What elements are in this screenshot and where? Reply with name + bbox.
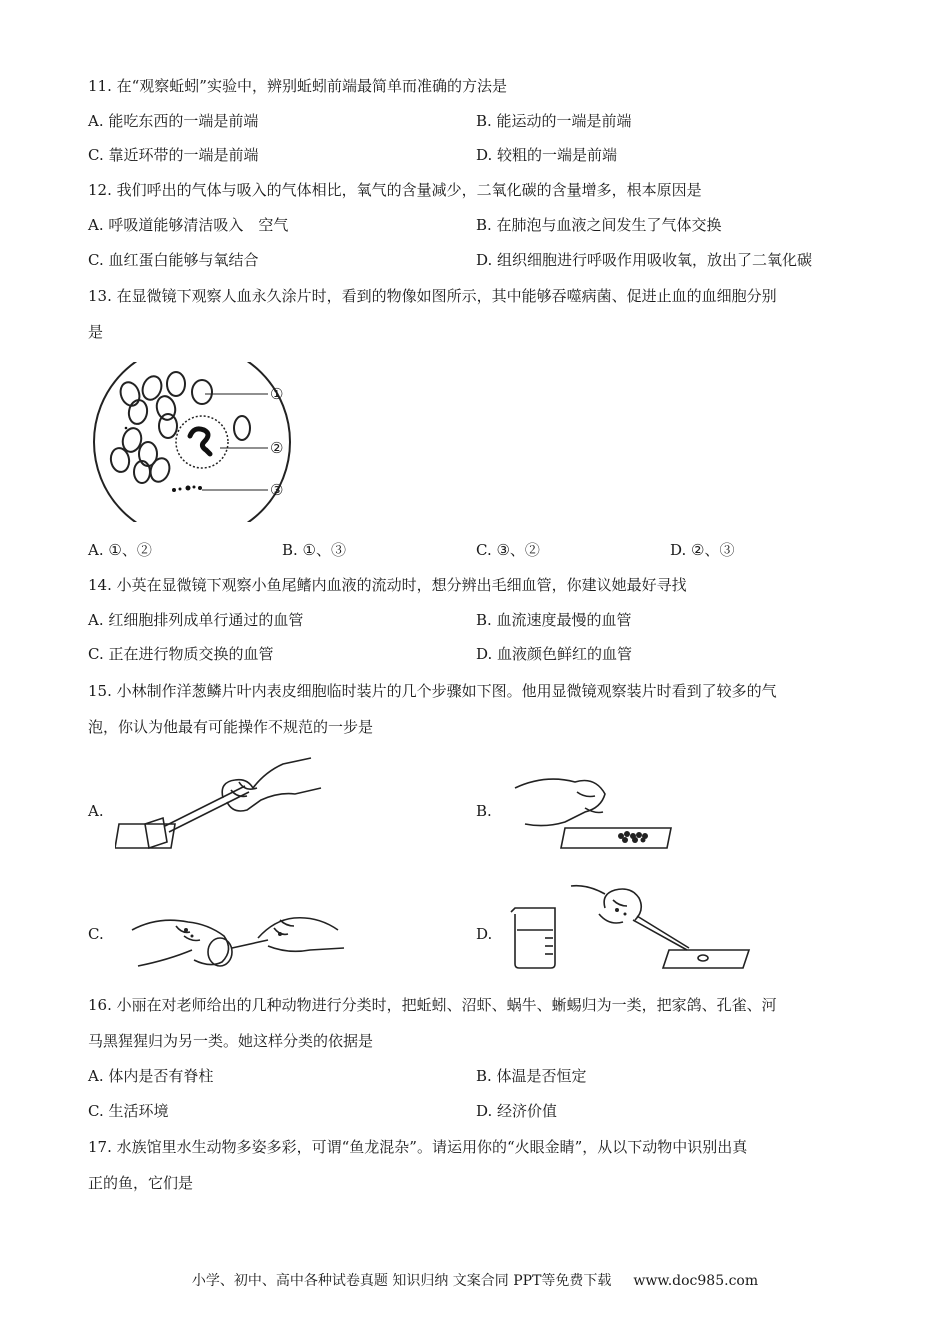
q12-option-b: B. 在肺泡与血液之间发生了气体交换: [476, 216, 722, 234]
q15-option-c-label: C.: [88, 925, 104, 943]
q12-option-a: A. 呼吸道能够清洁吸入 空气: [88, 216, 289, 234]
question-17-stem-line2: 正的鱼，它们是: [88, 1174, 194, 1192]
q13-option-d: D. ②、③: [670, 541, 735, 559]
q11-option-d: D. 较粗的一端是前端: [476, 146, 618, 164]
q13-option-a: A. ①、②: [88, 541, 152, 559]
question-16-stem-line1: 16. 小丽在对老师给出的几种动物进行分类时，把蚯蚓、沼虾、蜗牛、蜥蜴归为一类，把家鸽、孔雀、河: [88, 996, 777, 1014]
red-blood-cells: [109, 372, 250, 484]
question-11-stem: 11. 在“观察蚯蚓”实验中，辨别蚯蚓前端最简单而准确的方法是: [88, 77, 507, 95]
q13-option-c: C. ③、②: [476, 541, 540, 559]
question-16-stem-line2: 马黑猩猩归为另一类。她这样分类的依据是: [88, 1032, 374, 1050]
q15-option-d-label: D.: [476, 925, 493, 943]
step-d-beaker-dropper-illustration: [505, 880, 755, 972]
q15-option-a-label: A.: [88, 802, 104, 820]
q12-option-c: C. 血红蛋白能够与氧结合: [88, 251, 259, 269]
q13-option-b: B. ①、③: [282, 541, 347, 559]
step-c-peeling-illustration: [128, 890, 348, 974]
platelets: [172, 486, 202, 493]
q15-option-b-label: B.: [476, 802, 492, 820]
question-17-stem-line1: 17. 水族馆里水生动物多姿多彩，可谓“鱼龙混杂”。请运用你的“火眼金睛”，从以下动物中识别出真: [88, 1138, 748, 1156]
q11-option-a: A. 能吃东西的一端是前端: [88, 112, 259, 130]
figure-label-1: ①: [270, 385, 284, 403]
question-14-stem: 14. 小英在显微镜下观察小鱼尾鳍内血液的流动时，想分辨出毛细血管，你建议她最好寻找: [88, 576, 687, 594]
footer-text: 小学、初中、高中各种试卷真题 知识归纳 文案合同 PPT等免费下载: [191, 1273, 612, 1289]
q14-option-b: B. 血流速度最慢的血管: [476, 611, 632, 629]
q16-option-b: B. 体温是否恒定: [476, 1067, 587, 1085]
question-13-stem-line1: 13. 在显微镜下观察人血永久涂片时，看到的物像如图所示，其中能够吞噬病菌、促进止血的血细胞分别: [88, 287, 777, 305]
q11-option-b: B. 能运动的一端是前端: [476, 112, 632, 130]
step-a-dropper-illustration: [115, 752, 325, 852]
figure-label-2: ②: [270, 439, 284, 457]
q11-option-c: C. 靠近环带的一端是前端: [88, 146, 259, 164]
white-blood-cell: [176, 416, 228, 468]
question-15-stem-line2: 泡，你认为他最有可能操作不规范的一步是: [88, 718, 374, 736]
q12-option-d: D. 组织细胞进行呼吸作用吸收氧，放出了二氧化碳: [476, 251, 813, 269]
q16-option-c: C. 生活环境: [88, 1102, 169, 1120]
q14-option-a: A. 红细胞排列成单行通过的血管: [88, 611, 304, 629]
footer-url-link[interactable]: www.doc985.com: [633, 1273, 759, 1289]
page-footer: [0, 1270, 950, 1290]
q14-option-d: D. 血液颜色鲜红的血管: [476, 645, 633, 663]
question-12-stem: 12. 我们呼出的气体与吸入的气体相比，氧气的含量减少，二氧化碳的含量增多，根本原因是: [88, 181, 702, 199]
q14-option-c: C. 正在进行物质交换的血管: [88, 645, 274, 663]
figure-label-3: ③: [270, 481, 284, 499]
q16-option-a: A. 体内是否有脊柱: [88, 1067, 214, 1085]
question-15-stem-line1: 15. 小林制作洋葱鳞片叶内表皮细胞临时装片的几个步骤如下图。他用显微镜观察装片时看到了较多的气: [88, 682, 777, 700]
question-13-stem-line2: 是: [88, 323, 104, 341]
step-b-specimen-illustration: [505, 768, 675, 850]
q16-option-d: D. 经济价值: [476, 1102, 558, 1120]
